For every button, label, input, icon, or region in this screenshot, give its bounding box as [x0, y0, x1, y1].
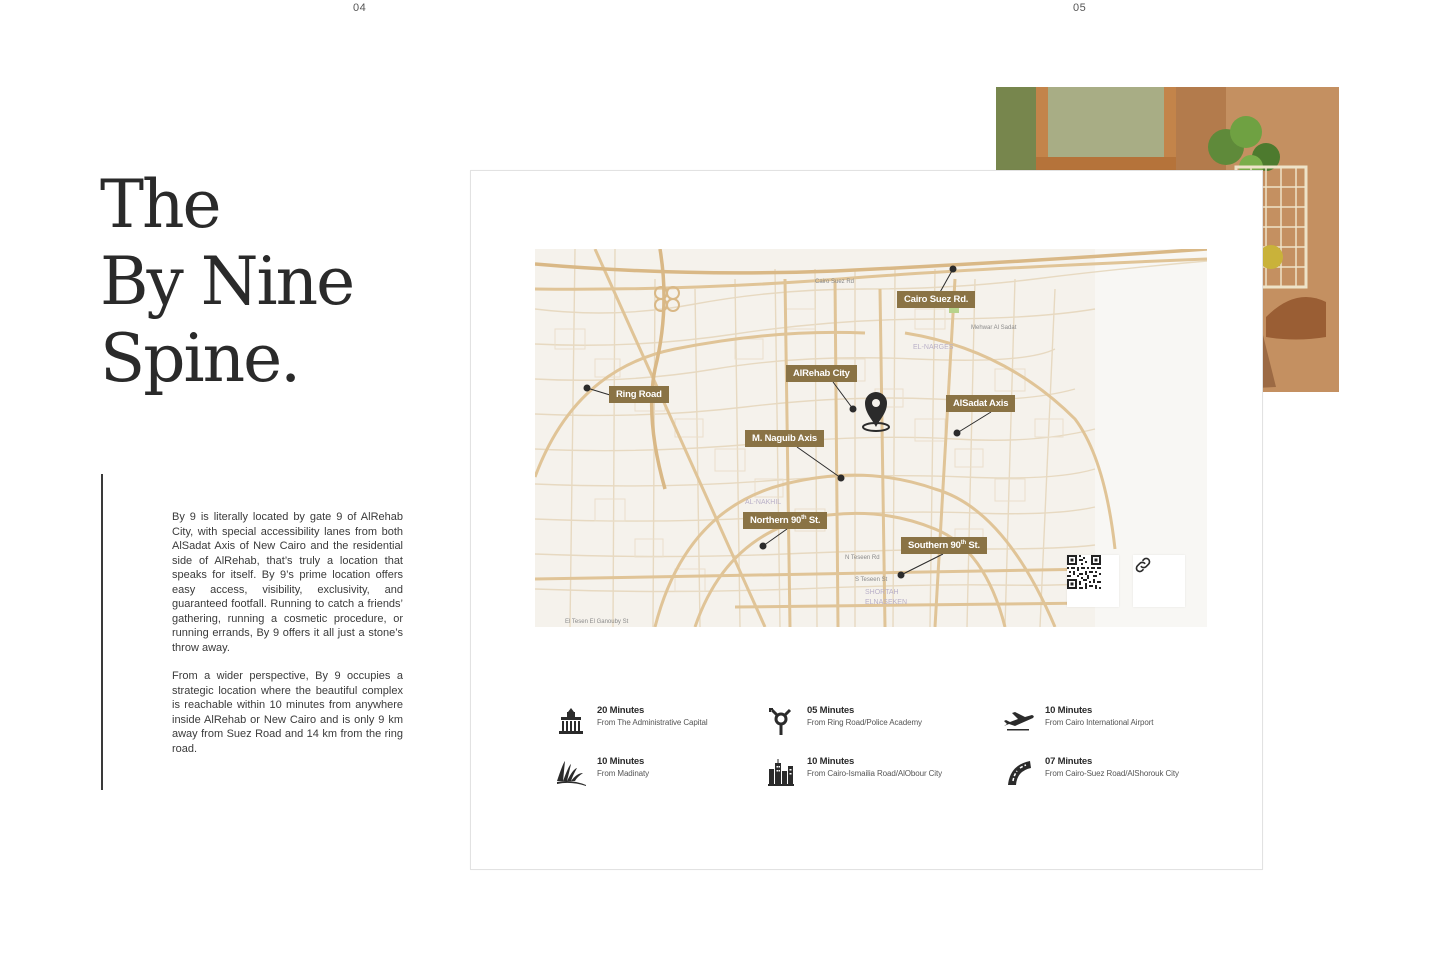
map-label-ring-road: Ring Road [609, 386, 669, 403]
street-suffix: St. [965, 540, 980, 551]
madinaty-palm-icon [555, 756, 587, 788]
map-dot-alsadat [954, 430, 961, 437]
distance-time: 07 Minutes [1045, 756, 1093, 767]
map-label-naguib: M. Naguib Axis [745, 430, 824, 447]
map-label-southern-90-text: Southern 90 [908, 540, 961, 551]
map-dot-northern-90 [760, 543, 767, 550]
map-dot-cairo-suez [950, 266, 957, 273]
map-dot-naguib [838, 475, 845, 482]
capital-building-icon [555, 705, 587, 737]
title-line-2: By Nine [100, 243, 354, 320]
location-pin-icon [863, 392, 889, 431]
distance-from: From Madinaty [597, 769, 650, 778]
location-card [470, 170, 1263, 870]
qr-code-icon [1067, 555, 1101, 589]
map-label-alsadat: AlSadat Axis [946, 395, 1015, 412]
city-skyline-icon [765, 756, 797, 788]
distance-time: 10 Minutes [807, 756, 855, 767]
distance-item [765, 756, 942, 788]
page-number-right: 05 [1073, 2, 1087, 14]
distance-from: From The Administrative Capital [597, 718, 708, 727]
map-dot-ring-road [584, 385, 591, 392]
district-label: EL-NARGES [913, 344, 954, 351]
location-map[interactable] [535, 249, 1207, 627]
district-label: AL-NAKHIL [745, 499, 782, 506]
body-paragraph-1: By 9 is literally located by gate 9 of AlRehab City, with special accessibility lanes from both AlSadat Axis of New Cairo and the residential side of AlRehab, that’s truly a location that speaks for itself. By 9’s prime location offers easy access, visibility, exclusivity, and guaranteed footfall. Running to catch a friends’ gathering, running a cosmetic procedure, or running errands, By 9 offers it all just a stone’s throw away. [172, 511, 403, 654]
road-curve-icon [1003, 756, 1035, 788]
map-label-southern-90 [901, 537, 987, 554]
map-label-northern-90 [743, 512, 827, 529]
map-label-alrehab: AlRehab City [786, 365, 857, 382]
page-title [100, 166, 353, 397]
link-icon [1133, 555, 1153, 575]
distance-item [555, 705, 708, 737]
distance-from: From Cairo-Suez Road/AlShorouk City [1045, 769, 1179, 778]
ordinal-suffix: th [801, 514, 807, 521]
ordinal-suffix: th [960, 539, 966, 546]
map-dot-alrehab [850, 406, 857, 413]
street-label-cairo-suez: Cairo Suez Rd [815, 279, 855, 285]
roundabout-icon [765, 705, 797, 737]
airplane-icon [1003, 705, 1035, 737]
link-button[interactable] [1133, 555, 1185, 607]
street-label-s-teseen: S Teseen St [855, 577, 888, 583]
street-label-n-teseen: N Teseen Rd [845, 555, 880, 561]
map-label-cairo-suez: Cairo Suez Rd. [897, 291, 975, 308]
map-label-northern-90-text: Northern 90 [750, 515, 802, 526]
distance-item [555, 756, 649, 788]
street-label-tesen-ganouby: El Tesen El Ganouby St [565, 619, 629, 625]
map-dot-southern-90 [898, 572, 905, 579]
page-number-left: 04 [353, 2, 367, 14]
distance-from: From Ring Road/Police Academy [807, 718, 922, 727]
district-label: ELNASEKEN [865, 599, 908, 606]
body-paragraph-2: From a wider perspective, By 9 occupies a strategic location where the beautiful complex is reachable within 10 minutes from anywhere inside AlRehab or New Cairo and is only 9 km away from Suez Road and 14 km from the ring road. [172, 670, 403, 755]
distance-from: From Cairo International Airport [1045, 718, 1154, 727]
title-line-1: The [100, 166, 220, 243]
distance-time: 05 Minutes [807, 705, 855, 716]
street-suffix: St. [806, 515, 821, 526]
distance-time: 10 Minutes [1045, 705, 1093, 716]
distance-time: 10 Minutes [597, 756, 645, 767]
vertical-divider [101, 474, 103, 790]
distance-item [1003, 756, 1179, 788]
qr-code-button[interactable] [1067, 555, 1119, 607]
body-text [172, 510, 403, 770]
title-line-3: Spine. [100, 320, 300, 397]
district-label: SHORTAH [865, 589, 899, 596]
distance-time: 20 Minutes [597, 705, 645, 716]
distance-item [1003, 705, 1153, 737]
street-label-sadat: Mehwar Al Sadat [971, 325, 1017, 331]
distance-item [765, 705, 922, 737]
distance-from: From Cairo-Ismailia Road/AlObour City [807, 769, 943, 778]
